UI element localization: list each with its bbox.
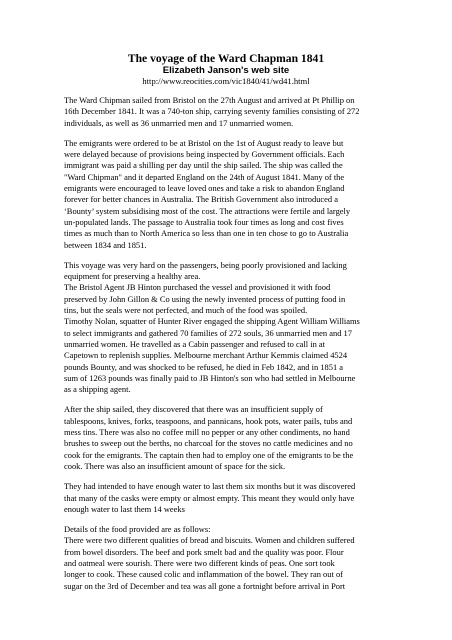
text-line: longer to cook. These caused colic and inflammation of the bowel. They ran out of: [64, 569, 343, 580]
text-line: cook. There was also an insufficient amount of space for the sick.: [64, 460, 286, 471]
text-line: There were two different qualities of bread and biscuits. Women and children suffered: [64, 535, 355, 546]
text-line: Details of the food provided are as follows:: [64, 524, 211, 535]
text-line: ‘Bounty’ system subsidising most of the cost. The attractions were fertile and largely: [64, 205, 351, 216]
text-line: to select immigrants and gathered 70 families of 272 souls, 36 unmarried men and 17: [64, 327, 352, 338]
text-line: between 1834 and 1851.: [64, 239, 147, 250]
text-line: The emigrants were ordered to be at Bristol on the 1st of August ready to leave but: [64, 137, 344, 148]
text-line: tablespoons, knives, forks, teaspoons, and pannicans, hook pots, water pails, tubs and: [64, 415, 353, 426]
text-line: mess tins. There was also no coffee mill no pepper or any other condiments, no hand: [64, 427, 350, 438]
paragraph-5: [64, 481, 404, 515]
text-line: equipment for preserving a healthy area.: [64, 271, 201, 282]
source-url: http://www.reocities.com/vic1840/41/wd41.html: [142, 76, 310, 86]
paragraph-2: [64, 138, 404, 251]
text-line: "Ward Chipman" and it departed England on the 24th of August 1841. Many of the: [64, 171, 345, 182]
text-line: as a shipping agent.: [64, 384, 131, 395]
text-line: 16th December 1841. It was a 740-ton ship, carrying seventy families consisting of 272: [64, 106, 360, 117]
text-line: unmarried women. He travelled as a Cabin passenger and refused to call in at: [64, 338, 325, 349]
text-line: individuals, as well as 36 unmarried men and 17 unmarried women.: [64, 117, 294, 128]
paragraph-1: [64, 95, 404, 129]
text-line: forever for better chances in Australia. The British Government also introduced a: [64, 194, 338, 205]
text-line: times as much than to North America so less than one in ten chose to go to Australia: [64, 228, 349, 239]
text-line: were delayed because of provisions being inspected by Government officials. Each: [64, 149, 345, 160]
text-line: cook for the emigrants. The captain then had to employ one of the emigrants to be the: [64, 449, 354, 460]
text-line: sugar on the 3rd of December and tea was all gone a fortnight before arrival in Port: [64, 580, 346, 591]
text-line: sum of 1263 pounds was finally paid to JB Hinton's son who had settled in Melbourne: [64, 372, 356, 383]
text-line: from bowel disorders. The beef and pork smelt bad and the quality was poor. Flour: [64, 546, 344, 557]
text-line: that many of the casks were empty or almost empty. This meant they would only have: [64, 492, 355, 503]
document-header: [0, 0, 452, 87]
text-line: Capetown to replenish supplies. Melbourne merchant Arthur Kemmis claimed 4524: [64, 350, 348, 361]
text-line: Timothy Nolan, squatter of Hunter River engaged the shipping Agent William Williams: [64, 316, 360, 327]
text-line: and oatmeal were sourish. There were two different kinds of peas. One sort took: [64, 557, 335, 568]
text-line: The Bristol Agent JB Hinton purchased the vessel and provisioned it with food: [64, 282, 331, 293]
text-line: enough water to last them 14 weeks: [64, 503, 185, 514]
paragraph-6: [64, 524, 404, 592]
text-line: tins, but the seals were not perfected, and much of the food was spoiled.: [64, 305, 308, 316]
text-line: emigrants were encouraged to leave loved ones and take a risk to abandon England: [64, 183, 345, 194]
text-line: immigrant was paid a shilling per day until the ship sailed. The ship was called the: [64, 160, 343, 171]
text-line: preserved by John Gillon & Co using the newly invented process of putting food in: [64, 293, 346, 304]
document-body: [64, 95, 404, 601]
text-line: The Ward Chipman sailed from Bristol on the 27th August and arrived at Pt Phillip on: [64, 95, 355, 105]
paragraph-3: [64, 260, 404, 396]
page-title: The voyage of the Ward Chapman 1841: [127, 52, 325, 65]
text-line: They had intended to have enough water to last them six months but it was discovered: [64, 481, 356, 492]
text-line: After the ship sailed, they discovered that there was an insufficient supply of: [64, 404, 323, 415]
paragraph-4: [64, 404, 404, 472]
text-line: pounds Bounty, and was shocked to be refused, he died in Feb 1842, and in 1851 a: [64, 361, 344, 372]
page-subtitle: Elizabeth Janson's web site: [162, 65, 290, 76]
text-line: un-populated lands. The passage to Australia took four times as long and cost fives: [64, 216, 344, 227]
text-line: This voyage was very hard on the passengers, being poorly provisioned and lacking: [64, 259, 347, 270]
text-line: brushes to sweep out the berths, no charcoal for the stoves no cattle medicines and no: [64, 438, 353, 449]
